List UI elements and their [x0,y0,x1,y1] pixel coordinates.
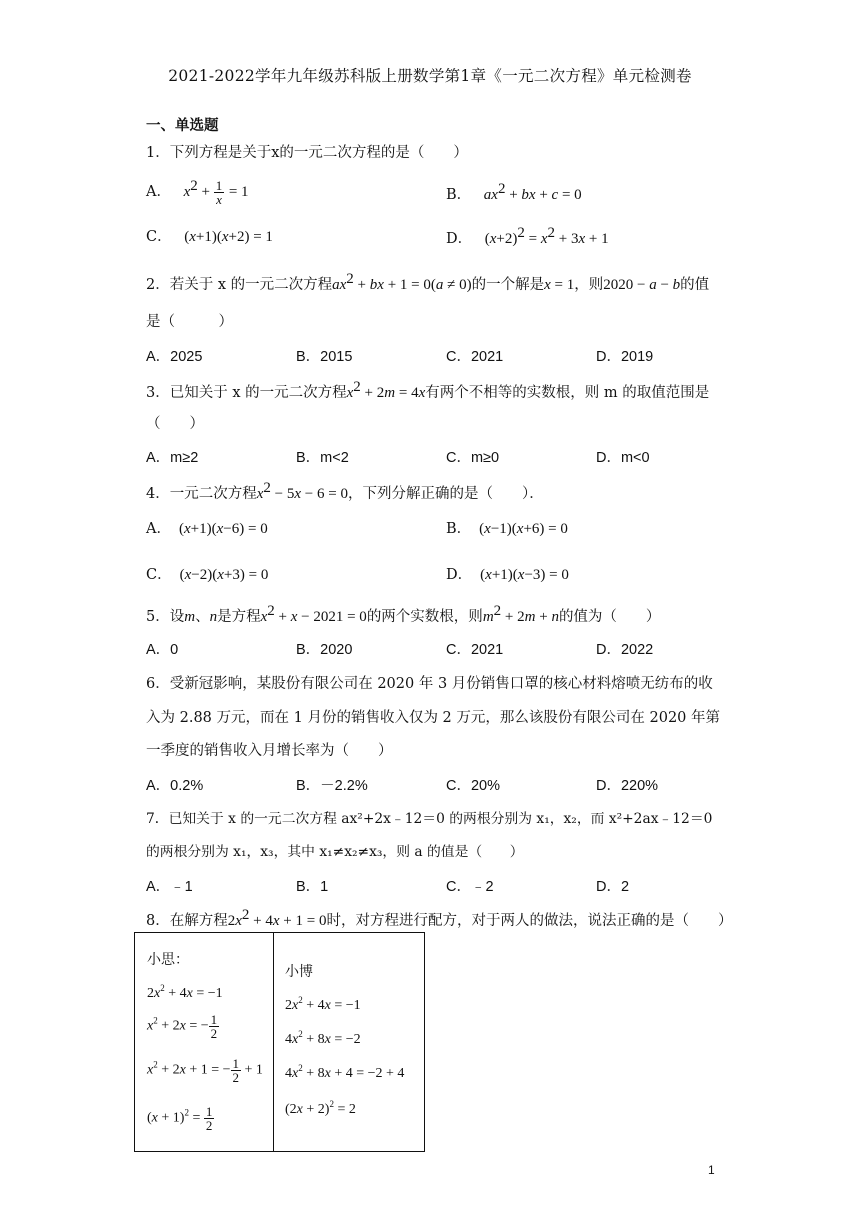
q3-option-c: C．m≥0 [446,450,500,466]
left-step-2: $x^2 + 2x$ = − $\frac{1}{2}$ [147,1012,218,1041]
table-divider [273,933,274,1151]
q2-text-c: ，则 [574,277,604,293]
right-step-3: $4x^2 + 8x + 4 = -2 + 4$ [285,1063,405,1081]
q3-option-b: B．m<2 [296,450,349,466]
q4-option-a-label: A． [146,521,171,537]
question-4-stem: 4．一元二次方程$x^2 - 5x - 6 = 0$，下列分解正确的是（ ）． [146,480,544,502]
q8-text-a: 8．在解方程 [146,913,228,929]
q4-option-a: A． (x+1)(x−6) = 0 [146,521,268,537]
q2-option-a: A．2025 [146,349,203,365]
page-number: 1 [708,1163,715,1177]
left-step-1: $2x^2 + 4x = -1$ [147,983,223,1001]
q5-text-e: 的值为（ ） [558,609,661,625]
q6-option-a: A．0.2% [146,778,204,794]
question-2-stem-cont: 是（ ） [146,314,233,330]
q7-option-c: C．﹣2 [446,879,494,895]
question-1-stem: 1．下列方程是关于x的一元二次方程的是（ ） [146,145,468,161]
q4-option-b-label: B． [446,521,472,537]
question-6-line-1: 6．受新冠影响，某股份有限公司在 2020 年 3 月份销售口罩的核心材料熔喷无纺布的收 [146,676,713,692]
q5-option-a: A．0 [146,642,179,658]
q4-option-c-label: C． [146,567,172,583]
question-5-stem: 5．设m、n是方程$x^2 + x - 2021 = 0$的两个实数根，则$m^2 + 2m + n$的值为（ ） [146,603,661,625]
q2-option-b: B．2015 [296,349,353,365]
q2-option-c: C．2021 [446,349,504,365]
right-step-4: $(2x + 2)^2 = 2$ [285,1099,356,1117]
left-step-4: $(x + 1)^2$ = $\frac{1}{2}$ [147,1104,213,1133]
q7-option-a: A．﹣1 [146,879,193,895]
q1-option-c: C． (x+1)(x+2) = 1 [146,229,273,245]
left-step-3: $x^2 + 2x + 1$ = − $\frac{1}{2}$ + 1 [147,1056,263,1085]
question-7-line-1: 7．已知关于 x 的一元二次方程 ax²+2x﹣12＝0 的两根分别为 x₁，x₂，而 x²+2ax﹣12＝0 [146,811,713,827]
question-3-stem-cont: （ ） [146,416,204,432]
q3-option-a: A．m≥2 [146,450,199,466]
q5-text-d: 的两个实数根，则 [366,609,483,625]
q8-text-b: 时，对方程进行配方，对于两人的做法，说法正确的是（ ） [326,913,733,929]
right-step-1: $2x^2 + 4x = -1$ [285,995,361,1013]
q4-text-b: ，下列分解正确的是（ ）． [347,486,544,502]
q2-text-a: 2．若关于 x 的一元二次方程 [146,277,333,293]
q7-option-b: B．1 [296,879,329,895]
fraction: $\frac{1}{x}$ [215,177,223,207]
q7-option-d: D．2 [596,879,630,895]
q1-option-b-label: B． [446,187,472,203]
q1-option-a: A． $x^2$ + $\frac{1}{x}$ = 1 [146,177,249,207]
q6-option-c: C．20% [446,778,500,794]
q5-option-c: C．2021 [446,642,504,658]
q5-text-b: 、 [195,609,210,625]
q4-option-d: D． (x+1)(x−3) = 0 [446,567,569,583]
solution-comparison-table [134,932,425,1152]
q3-text-a: 3．已知关于 x 的一元二次方程 [146,385,347,401]
q5-option-d: D．2022 [596,642,654,658]
q4-option-b: B． (x−1)(x+6) = 0 [446,521,568,537]
question-6-line-3: 一季度的销售收入月增长率为（ ） [146,743,393,759]
q2-option-d: D．2019 [596,349,654,365]
q1-option-b: B． $ax^2$ + bx + c = 0 [446,181,582,203]
question-6-line-2: 入为 2.88 万元，而在 1 月份的销售收入仅为 2 万元，那么该股份有限公司在 2020 年第 [146,710,721,726]
q1-option-d-label: D． [446,231,473,247]
page-title: 2021-2022学年九年级苏科版上册数学第1章《一元二次方程》单元检测卷 [168,67,692,85]
q1-option-c-label: C． [146,229,172,245]
q5-option-b: B．2020 [296,642,353,658]
q1-option-d: D． $(x+2)^2 = x^2 + 3x + 1$ [446,225,609,247]
left-solver-name: 小思： [147,952,189,968]
q2-text-d: 的值 [680,277,710,293]
section-heading: 一、单选题 [146,117,219,134]
question-8-stem: 8．在解方程$2x^2 + 4x + 1 = 0$时，对方程进行配方，对于两人的做法，说法正确的是（ ） [146,907,733,929]
q3-option-d: D．m<0 [596,450,650,466]
q5-text-c: 是方程 [217,609,261,625]
q5-text-a: 5．设 [146,609,185,625]
question-7-line-2: 的两根分别为 x₁，x₃，其中 x₁≠x₂≠x₃，则 a 的值是（ ） [146,844,524,860]
q6-option-d: D．220% [596,778,659,794]
q4-option-c: C． (x−2)(x+3) = 0 [146,567,269,583]
q4-text-a: 4．一元二次方程 [146,486,257,502]
question-2-stem: 2．若关于 x 的一元二次方程$ax^2$ + bx + 1 = 0(a ≠ 0)的一个解是x = 1，则2020 − a − b的值 [146,271,710,293]
q3-text-b: 有两个不相等的实数根，则 m 的取值范围是 [425,385,710,401]
q2-text-b: 的一个解是 [471,277,545,293]
q6-option-b: B．－2.2% [296,778,368,794]
right-solver-name: 小博 [285,964,313,980]
q4-option-d-label: D． [446,567,473,583]
question-3-stem: 3．已知关于 x 的一元二次方程$x^2 + 2m = 4x$有两个不相等的实数根，则 m 的取值范围是 [146,379,710,401]
q1-option-a-label: A． [146,184,171,200]
right-step-2: $4x^2 + 8x = -2$ [285,1029,361,1047]
